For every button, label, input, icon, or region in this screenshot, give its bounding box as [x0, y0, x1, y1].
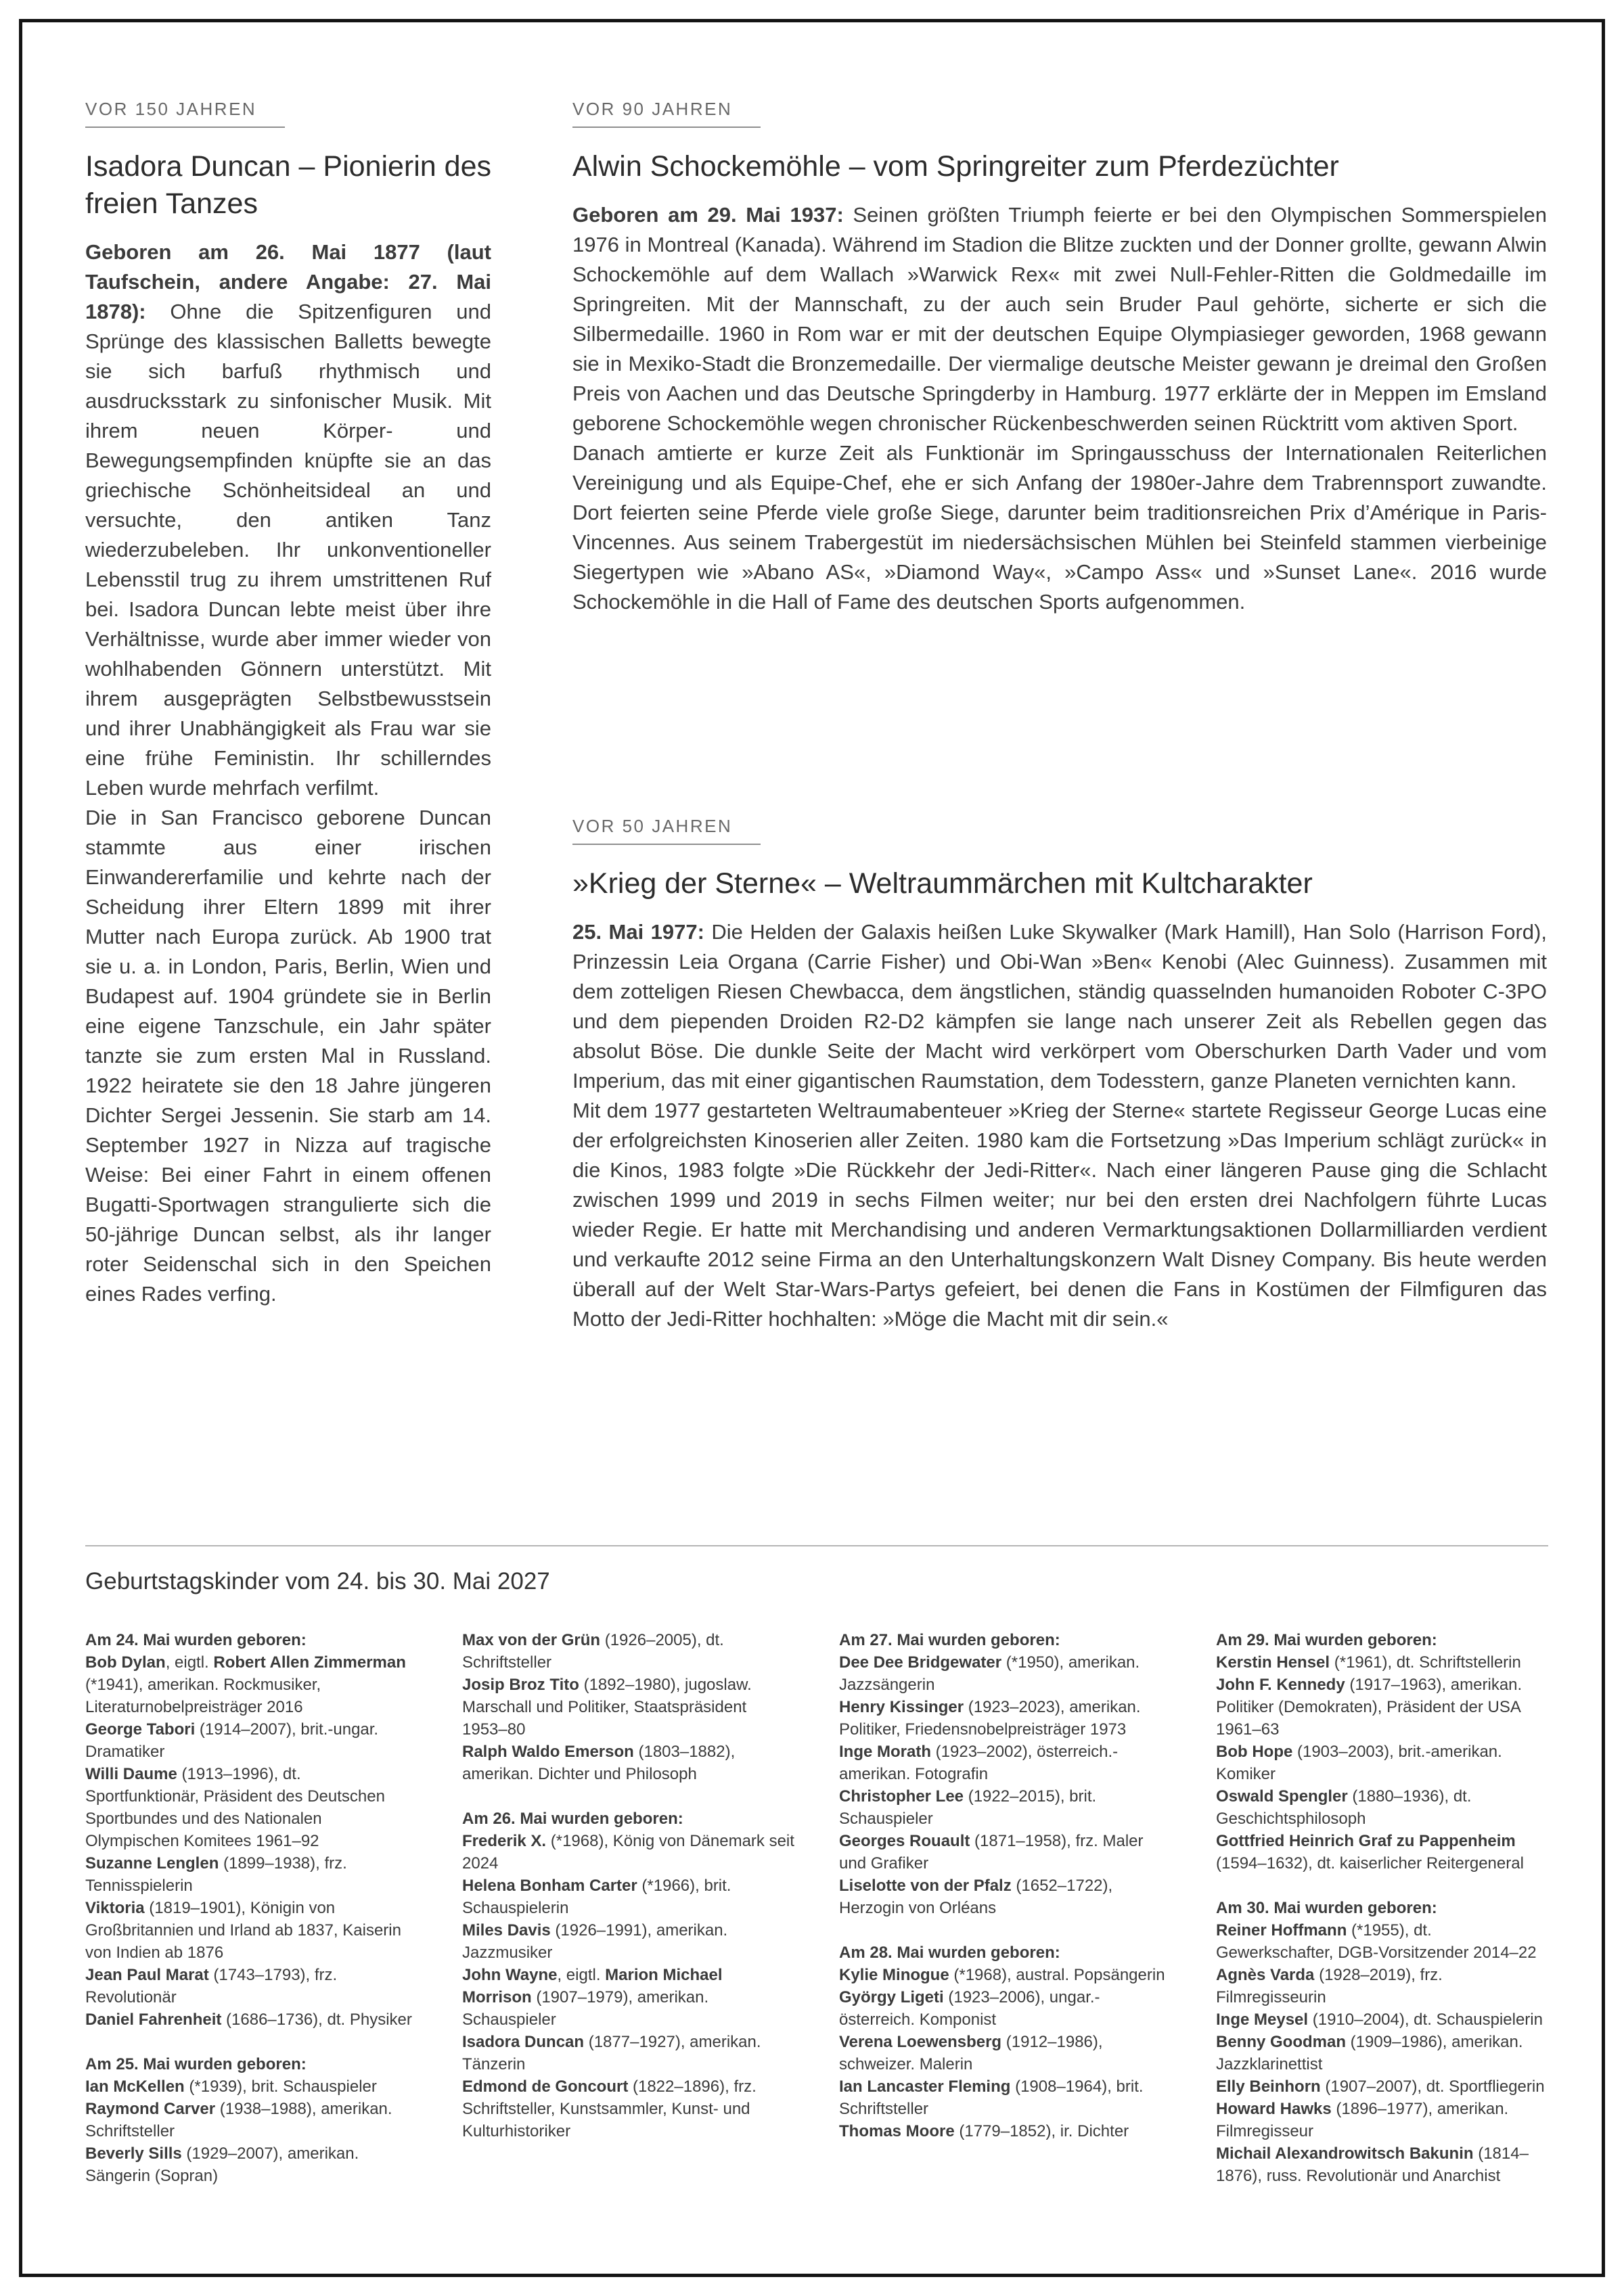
article-title-alwin-schockemoehle: Alwin Schockemöhle – vom Springreiter zum Pferdezüchter — [572, 150, 1339, 183]
article-paragraph — [85, 237, 491, 803]
bold-text: Elly Beinhorn — [1216, 2077, 1321, 2096]
birthday-day-header: Am 24. Mai wurden geboren: — [85, 1631, 307, 1649]
kicker-vor-150-jahren: VOR 150 JAHREN — [85, 99, 285, 128]
text: (1917–1963), amerikan. Politiker (Demokraten), Präsident der USA 1961–63 — [1216, 1676, 1522, 1739]
birthday-entry — [85, 1718, 418, 1763]
text: (1594–1632), dt. kaiserlicher Reitergeneral — [1216, 1854, 1524, 1873]
birthday-day-block — [462, 1629, 794, 1785]
text: , eigtl. — [557, 1966, 606, 1984]
birthday-columns — [85, 1629, 1548, 2209]
birthday-entry — [85, 2142, 418, 2187]
birthday-entry — [1216, 2031, 1548, 2075]
birthday-entry — [1216, 1785, 1548, 1830]
article-paragraph — [572, 1096, 1547, 1334]
bold-text: Henry Kissinger — [839, 1698, 964, 1716]
text: (1908–1964), brit. Schriftsteller — [839, 2077, 1144, 2118]
article-isadora-duncan — [85, 99, 491, 1309]
bold-text: Ian McKellen — [85, 2077, 185, 2096]
article-body-isadora-duncan — [85, 237, 491, 1309]
bold-text: Benny Goodman — [1216, 2033, 1347, 2051]
text: (1880–1936), dt. Geschichtsphilosoph — [1216, 1787, 1472, 1828]
article-paragraph — [572, 438, 1547, 617]
birthday-entry — [1216, 2075, 1548, 2098]
article-title-krieg-der-sterne: »Krieg der Sterne« – Weltraummärchen mit Kultcharakter — [572, 867, 1313, 900]
birthday-day-block — [1216, 1897, 1548, 2187]
text: (*1968), König von Dänemark seit 2024 — [462, 1832, 794, 1873]
bold-text: 25. Mai 1977: — [572, 920, 704, 944]
birthday-entry — [839, 1986, 1171, 2031]
bold-text: John F. Kennedy — [1216, 1676, 1345, 1694]
birthday-entry — [839, 2120, 1171, 2142]
birthday-day-header: Am 26. Mai wurden geboren: — [462, 1810, 683, 1828]
bold-text: Daniel Fahrenheit — [85, 2011, 222, 2029]
article-alwin-schockemoehle — [572, 99, 1547, 617]
bold-text: Ian Lancaster Fleming — [839, 2077, 1011, 2096]
text: (1914–2007), brit.-ungar. Dramatiker — [85, 1720, 379, 1761]
bold-text: Gottfried Heinrich Graf zu Pappenheim — [1216, 1832, 1516, 1850]
text: Die in San Francisco geborene Duncan stammte aus einer irischen Einwandererfamilie und kehrte nach der Scheidung ihrer Eltern 1899 mit ihrer Mutter nach Europa zurück. Ab 1900 trat sie u. a. in London, Paris, Berlin, Wien und Budapest auf. 1904 gründete sie in Berlin eine eigene Tanzschule, ein Jahr später tanzte sie zum ersten Mal in Russland. 1922 heiratete sie den 18 Jahre jüngeren Dichter Sergei Jessenin. Sie starb am 14. September 1927 in Nizza auf tragische Weise: Bei einer Fahrt in einem offenen Bugatti-Sportwagen strangulierte sich die 50-jährige Duncan selbst, als ihr langer roter Seidenschal sich in den Speichen eines Rades verfing. — [85, 806, 491, 1306]
text: (1926–2005), dt. Schriftsteller — [462, 1631, 724, 1672]
birthday-entry — [85, 1651, 418, 1718]
text: Mit dem 1977 gestarteten Weltraumabenteuer »Krieg der Sterne« startete Regisseur George Lucas eine der erfolgreichsten Kinoserien aller Zeiten. 1980 kam die Fortsetzung »Das Imperium schlägt zurück« in die Kinos, 1983 folgte »Die Rückkehr der Jedi-Ritter«. Nach einer längeren Pause ging die Schlacht zwischen 1999 und 2019 in sechs Filmen weiter; nur bei den ersten drei Nachfolgern führte Lucas wieder Regie. Er hatte mit Merchandising und anderen Vermarktungsaktionen Dollarmilliarden verdient und verkaufte 2012 seine Firma an den Unterhaltungskonzern Walt Disney Company. Bis heute werden überall auf der Welt Star-Wars-Partys gefeiert, bei denen die Fans in Kostümen der Filmfiguren das Motto der Jedi-Ritter hochhalten: »Möge die Macht mit dir sein.« — [572, 1099, 1547, 1331]
article-paragraph — [85, 803, 491, 1309]
text: Die Helden der Galaxis heißen Luke Skywalker (Mark Hamill), Han Solo (Harrison Ford), Prinzessin Leia Organa (Carrie Fisher) und Obi-Wan »Ben« Kenobi (Alec Guinness). Zusammen mit dem zotteligen Riesen Chewbacca, dem ängstlichen, ständig quasselnden humanoiden Roboter C-3PO und dem piependen Droiden R2-D2 kämpfen sie lange nach unserer Zeit als Rebellen gegen das absolut Böse. Die dunkle Seite der Macht wird verkörpert vom Oberschurken Darth Vader und vom Imperium, das mit einer gigantischen Raumstation, dem Todesstern, ganze Planeten vernichten kann. — [572, 920, 1547, 1093]
birthday-entry — [839, 1741, 1171, 1785]
text: (1896–1977), amerikan. Filmregisseur — [1216, 2100, 1509, 2140]
birthday-entry — [839, 2075, 1171, 2120]
birthday-column — [85, 1629, 418, 2209]
bold-text: Inge Morath — [839, 1743, 931, 1761]
bold-text: Kylie Minogue — [839, 1966, 949, 1984]
bold-text: Helena Bonham Carter — [462, 1877, 637, 1895]
bold-text: Liselotte von der Pfalz — [839, 1877, 1012, 1895]
bold-text: George Tabori — [85, 1720, 196, 1739]
text: Ohne die Spitzenfiguren und Sprünge des klassischen Balletts bewegte sie sich barfuß rhythmisch und ausdrucksstark zu sinfonischer Musik. Mit ihrem neuen Körper- und Bewegungsempfinden knüpfte sie an das griechische Schönheitsideal an und versuchte, den antiken Tanz wiederzubeleben. Ihr unkonventioneller Lebensstil trug zu ihrem umstrittenen Ruf bei. Isadora Duncan lebte meist über ihre Verhältnisse, wurde aber immer wieder von wohlhabenden Gönnern unterstützt. Mit ihrem ausgeprägten Selbstbewusstsein und ihrer Unabhängigkeit als Frau war sie eine frühe Feministin. Ihr schillerndes Leben wurde mehrfach verfilmt. — [85, 300, 491, 800]
text: (1923–2006), ungar.-österreich. Komponist — [839, 1988, 1100, 2029]
bold-text: Bob Dylan — [85, 1653, 166, 1672]
birthday-entry — [462, 1830, 794, 1875]
birthday-entry — [85, 1897, 418, 1964]
text: (1907–1979), amerikan. Schauspieler — [462, 1988, 709, 2029]
birthday-entry — [462, 1919, 794, 1964]
article-title-isadora-duncan: Isadora Duncan – Pionierin des freien Tanzes — [85, 150, 491, 220]
text: (1814–1876), russ. Revolutionär und Anarchist — [1216, 2144, 1529, 2185]
birthday-entry — [462, 2031, 794, 2075]
kicker-row — [572, 99, 1547, 128]
birthday-day-block — [1216, 1629, 1548, 1875]
birthday-day-header: Am 30. Mai wurden geboren: — [1216, 1899, 1437, 1917]
bold-text: Willi Daume — [85, 1765, 177, 1783]
text: (1686–1736), dt. Physiker — [221, 2011, 412, 2029]
bold-text: Edmond de Goncourt — [462, 2077, 629, 2096]
bold-text: Bob Hope — [1216, 1743, 1293, 1761]
bold-text: Inge Meysel — [1216, 2011, 1309, 2029]
bold-text: Frederik X. — [462, 1832, 547, 1850]
birthday-entry — [85, 1964, 418, 2008]
text: (1803–1882), amerikan. Dichter und Philosoph — [462, 1743, 736, 1783]
kicker-row — [85, 99, 491, 128]
birthday-entry — [1216, 1964, 1548, 2008]
birthday-entry — [462, 1674, 794, 1741]
bold-text: Robert Allen Zimmerman — [213, 1653, 406, 1672]
kicker-vor-90-jahren: VOR 90 JAHREN — [572, 99, 761, 128]
bold-text: Beverly Sills — [85, 2144, 182, 2163]
bold-text: Michail Alexandrowitsch Bakunin — [1216, 2144, 1474, 2163]
bold-text: Dee Dee Bridgewater — [839, 1653, 1002, 1672]
bold-text: Viktoria — [85, 1899, 145, 1917]
text: (1909–1986), amerikan. Jazzklarinettist — [1216, 2033, 1523, 2073]
birthday-entry — [839, 1696, 1171, 1741]
text: (1928–2019), frz. Filmregisseurin — [1216, 1966, 1443, 2006]
bold-text: Raymond Carver — [85, 2100, 216, 2118]
birthday-day-header: Am 29. Mai wurden geboren: — [1216, 1631, 1437, 1649]
text: (1819–1901), Königin von Großbritannien und Irland ab 1837, Kaiserin von Indien ab 1876 — [85, 1899, 401, 1962]
birthday-day-block — [839, 1629, 1171, 1919]
birthday-entry — [1216, 1651, 1548, 1674]
bold-text: Christopher Lee — [839, 1787, 964, 1806]
bold-text: Ralph Waldo Emerson — [462, 1743, 634, 1761]
birthday-entry — [85, 2008, 418, 2031]
text: (1899–1938), frz. Tennisspielerin — [85, 1854, 347, 1895]
text: (*1966), brit. Schauspielerin — [462, 1877, 731, 1917]
birthday-day-block — [85, 1629, 418, 2031]
text: (*1939), brit. Schauspieler — [184, 2077, 377, 2096]
birthday-entry — [462, 1741, 794, 1785]
text: (*1968), austral. Popsängerin — [949, 1966, 1165, 1984]
text: (1871–1958), frz. Maler und Grafiker — [839, 1832, 1144, 1873]
text: (1652–1722), Herzogin von Orléans — [839, 1877, 1113, 1917]
text: , eigtl. — [165, 1653, 214, 1672]
birthday-entry — [462, 1875, 794, 1919]
birthday-day-header: Am 25. Mai wurden geboren: — [85, 2055, 307, 2073]
text: (*1941), amerikan. Rockmusiker, Literaturnobelpreisträger 2016 — [85, 1676, 321, 1716]
birthdays-section — [85, 1545, 1548, 2209]
bold-text: György Ligeti — [839, 1988, 944, 2006]
birthday-column — [462, 1629, 794, 2165]
birthday-entry — [1216, 2098, 1548, 2142]
text: (1907–2007), dt. Sportfliegerin — [1320, 2077, 1545, 2096]
article-krieg-der-sterne — [572, 816, 1547, 1334]
birthday-entry — [1216, 1674, 1548, 1741]
bold-text: Howard Hawks — [1216, 2100, 1332, 2118]
bold-text: Geboren am 29. Mai 1937: — [572, 203, 844, 227]
birthday-entry — [839, 1964, 1171, 1986]
birthday-entry — [839, 2031, 1171, 2075]
birthday-entry — [85, 1852, 418, 1897]
birthday-entry — [839, 1785, 1171, 1830]
article-body-krieg-der-sterne — [572, 917, 1547, 1334]
bold-text: Suzanne Lenglen — [85, 1854, 219, 1873]
bold-text: Isadora Duncan — [462, 2033, 585, 2051]
birthday-entry — [1216, 1919, 1548, 1964]
kicker-vor-50-jahren: VOR 50 JAHREN — [572, 816, 761, 845]
birthday-day-block — [462, 1808, 794, 2142]
birthday-entry — [85, 2075, 418, 2098]
bold-text: Agnès Varda — [1216, 1966, 1315, 1984]
birthday-entry — [1216, 2008, 1548, 2031]
birthday-entry — [839, 1875, 1171, 1919]
birthdays-heading: Geburtstagskinder vom 24. bis 30. Mai 2027 — [85, 1568, 550, 1594]
birthday-entry — [839, 1830, 1171, 1875]
bold-text: Geboren am 26. Mai 1877 (laut Taufschein, andere Angabe: 27. Mai 1878): — [85, 240, 491, 323]
text: (1892–1980), jugoslaw. Marschall und Politiker, Staatspräsident 1953–80 — [462, 1676, 752, 1739]
birthday-column — [839, 1629, 1171, 2165]
text: (1913–1996), dt. Sportfunktionär, Präsident des Deutschen Sportbundes und des Nationalen Olympischen Komitees 1961–92 — [85, 1765, 385, 1850]
birthday-day-header: Am 27. Mai wurden geboren: — [839, 1631, 1060, 1649]
bold-text: Marion Michael Morrison — [462, 1966, 723, 2006]
text: (1912–1986), schweizer. Malerin — [839, 2033, 1103, 2073]
bold-text: Max von der Grün — [462, 1631, 601, 1649]
text: (1938–1988), amerikan. Schriftsteller — [85, 2100, 392, 2140]
birthday-column — [1216, 1629, 1548, 2209]
birthday-entry — [462, 1629, 794, 1674]
birthday-entry — [462, 1964, 794, 2031]
birthday-entry — [1216, 1830, 1548, 1875]
birthday-entry — [462, 2075, 794, 2142]
bold-text: Miles Davis — [462, 1921, 551, 1939]
text: (1877–1927), amerikan. Tänzerin — [462, 2033, 761, 2073]
text: (*1961), dt. Schriftstellerin — [1330, 1653, 1521, 1672]
text: (1903–2003), brit.-amerikan. Komiker — [1216, 1743, 1502, 1783]
bold-text: Georges Rouault — [839, 1832, 970, 1850]
bold-text: Verena Loewensberg — [839, 2033, 1002, 2051]
text: (1926–1991), amerikan. Jazzmusiker — [462, 1921, 728, 1962]
text: (1743–1793), frz. Revolutionär — [85, 1966, 338, 2006]
birthday-entry — [85, 2098, 418, 2142]
birthday-day-header: Am 28. Mai wurden geboren: — [839, 1944, 1060, 1962]
bold-text: Kerstin Hensel — [1216, 1653, 1330, 1672]
text: Danach amtierte er kurze Zeit als Funktionär im Springausschuss der Internationalen Reiterlichen Vereinigung und als Equipe-Chef, ehe er sich Anfang der 1980er-Jahre dem Trabrennsport zuwandte. Dort feierten seine Pferde viele große Siege, darunter beim traditionsreichen Prix d’Amérique in Paris-Vincennes. Aus seinem Trabergestüt im niedersächsischen Mühlen bei Steinfeld stammen vierbeinige Siegertypen wie »Abano AS«, »Diamond Way«, »Campo Ass« und »Sunset Lane«. 2016 wurde Schockemöhle in die Hall of Fame des deutschen Sports aufgenommen. — [572, 441, 1547, 614]
text: Seinen größten Triumph feierte er bei den Olympischen Sommerspielen 1976 in Montreal (Kanada). Während im Stadion die Blitze zuckten und der Donner grollte, gewann Alwin Schockemöhle auf dem Wallach »Warwick Rex« mit zwei Null-Fehler-Ritten die Goldmedaille im Springreiten. Mit der Mannschaft, zu der auch sein Bruder Paul gehörte, sicherte er sich die Silbermedaille. 1960 in Rom war er mit der deutschen Equipe Olympiasieger geworden, 1968 gewann sie in Mexiko-Stadt die Bronzemedaille. Der viermalige deutsche Meister gewann je dreimal den Großen Preis von Aachen und das Deutsche Springderby in Hamburg. 1977 erklärte der in Meppen im Emsland geborene Schockemöhle wegen chronischer Rückenbeschwerden seinen Rücktritt vom aktiven Sport. — [572, 203, 1547, 435]
birthday-day-block — [85, 2053, 418, 2187]
bold-text: Reiner Hoffmann — [1216, 1921, 1347, 1939]
article-paragraph — [572, 200, 1547, 438]
text: (1779–1852), ir. Dichter — [954, 2122, 1129, 2140]
text: (1929–2007), amerikan. Sängerin (Sopran) — [85, 2144, 359, 2185]
text: (*1955), dt. Gewerkschafter, DGB-Vorsitzender 2014–22 — [1216, 1921, 1537, 1962]
birthday-day-block — [839, 1942, 1171, 2142]
bold-text: Thomas Moore — [839, 2122, 955, 2140]
bold-text: Josip Broz Tito — [462, 1676, 579, 1694]
text: (1922–2015), brit. Schauspieler — [839, 1787, 1097, 1828]
article-paragraph — [572, 917, 1547, 1096]
text: (1923–2002), österreich.-amerikan. Fotografin — [839, 1743, 1119, 1783]
bold-text: Oswald Spengler — [1216, 1787, 1348, 1806]
birthday-entry — [839, 1651, 1171, 1696]
bold-text: Jean Paul Marat — [85, 1966, 209, 1984]
birthday-entry — [1216, 2142, 1548, 2187]
article-body-alwin-schockemoehle — [572, 200, 1547, 617]
birthday-entry — [85, 1763, 418, 1852]
text: (1822–1896), frz. Schriftsteller, Kunstsammler, Kunst- und Kulturhistoriker — [462, 2077, 757, 2140]
text: (1910–2004), dt. Schauspielerin — [1308, 2011, 1543, 2029]
kicker-row — [572, 816, 1547, 845]
text: (1923–2023), amerikan. Politiker, Friedensnobelpreisträger 1973 — [839, 1698, 1141, 1739]
text: (*1950), amerikan. Jazzsängerin — [839, 1653, 1140, 1694]
birthday-entry — [1216, 1741, 1548, 1785]
bold-text: John Wayne — [462, 1966, 558, 1984]
